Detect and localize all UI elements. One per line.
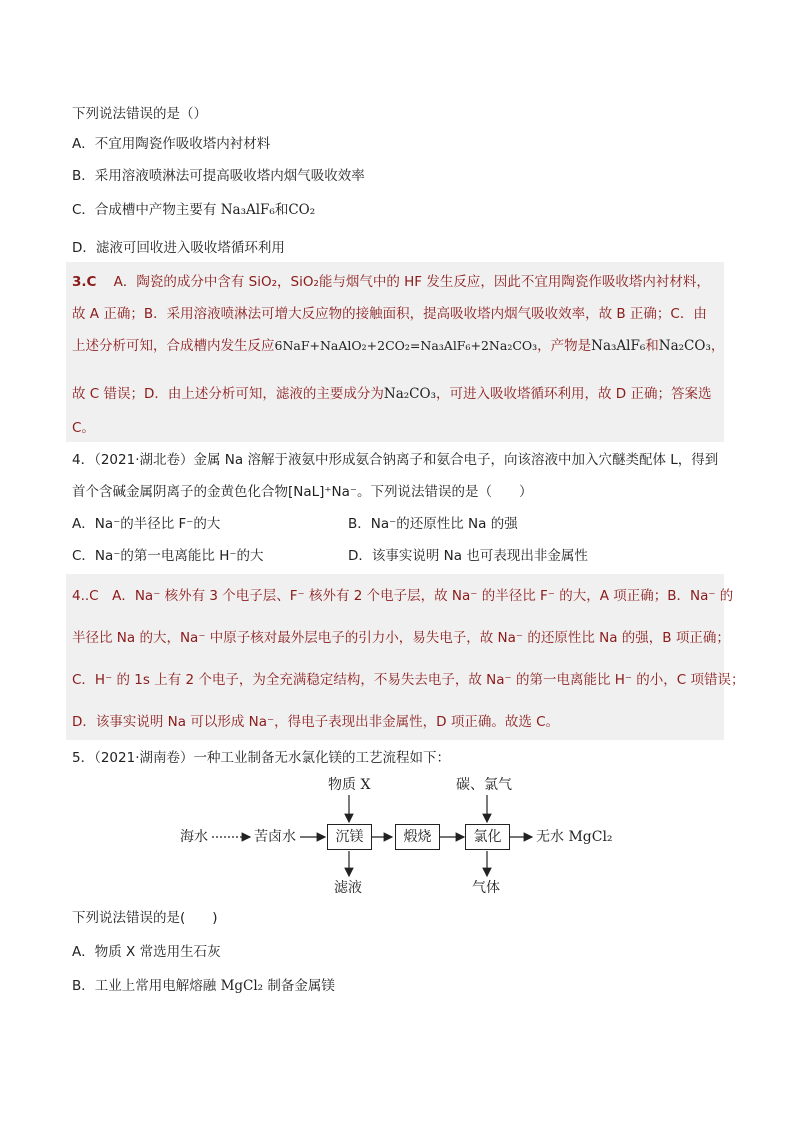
- q5-option-b: [72, 976, 335, 996]
- answer-4-line-1: 4..C A．Na⁻ 核外有 3 个电子层、F⁻ 核外有 2 个电子层，故 Na⁻ 的半径比 F⁻ 的大，A 项正确；B．Na⁻ 的: [72, 588, 734, 604]
- flow-box-chlorination: 氯化: [465, 824, 510, 850]
- q2-option-c-formula-2: CO₂: [288, 202, 316, 218]
- q4-stem-line-2: 首个含碱金属阴离子的金黄色化合物[NaL]⁺Na⁻。下列说法错误的是（ ）: [72, 484, 533, 500]
- flow-box-precipitation: 沉镁: [327, 824, 372, 850]
- answer-3-line-4-post: ，可进入吸收塔循环利用，故 D 正确；答案选: [436, 386, 712, 402]
- flow-product: 无水 MgCl₂: [536, 829, 613, 845]
- answer-3-line-3-end: ，: [710, 338, 725, 354]
- q5-option-a: A．物质 X 常选用生石灰: [72, 944, 221, 960]
- answer-3-line-1-text: A．陶瓷的成分中含有 SiO₂，SiO₂能与烟气中的 HF 发生反应，因此不宜用陶瓷作吸收塔内衬材料，: [113, 274, 710, 290]
- answer-4-block: [66, 574, 745, 740]
- q2-option-c-formula-1: Na₃AlF₆: [220, 202, 275, 218]
- q4-stem-line-1: 4．（2021·湖北卷）金属 Na 溶解于液氨中形成氨合钠离子和氨合电子，向该溶液中加入穴醚类配体 L，得到: [72, 452, 719, 468]
- answer-3-number: 3.C: [72, 274, 97, 290]
- answer-3-formula-1: Na₃AlF₆: [591, 338, 646, 354]
- q5-option-b-text: B．工业上常用电解熔融: [72, 978, 221, 994]
- flow-input-x: 物质 X: [328, 777, 371, 793]
- flow-seawater: 海水: [180, 829, 208, 845]
- q2-option-a: A．不宜用陶瓷作吸收塔内衬材料: [72, 136, 271, 152]
- flow-input-carbon-chlorine: 碳、氯气: [456, 777, 512, 793]
- answer-3-line-3-text: 上述分析可知，合成槽内发生反应: [72, 338, 275, 354]
- answer-4-line-4: D．该事实说明 Na 可以形成 Na⁻，得电子表现出非金属性，D 项正确。故选 C。: [72, 714, 560, 730]
- answer-4-line-3: C．H⁻ 的 1s 上有 2 个电子，为全充满稳定结构，不易失去电子，故 Na⁻ 的第一电离能比 H⁻ 的小，C 项错误；: [72, 672, 745, 688]
- q5-option-b-post: 制备金属镁: [263, 978, 335, 994]
- answer-3-line-3: [72, 336, 724, 356]
- q2-option-c-and: 和: [274, 202, 289, 218]
- answer-3-formula-2: Na₂CO₃: [658, 338, 711, 354]
- q2-option-c: [72, 200, 315, 220]
- q5-stem-2: 下列说法错误的是( ): [72, 910, 218, 926]
- q5-option-b-formula: MgCl₂: [220, 978, 264, 994]
- answer-3-block: [66, 262, 724, 442]
- q2-option-d: D．滤液可回收进入吸收塔循环利用: [72, 240, 285, 256]
- flow-box-calcination: 煅烧: [395, 824, 440, 850]
- answer-3-and: 和: [645, 338, 659, 354]
- answer-3-line-4-text: 故 C 错误；D．由上述分析可知，滤液的主要成分为: [72, 386, 384, 402]
- answer-3-line-1: [72, 272, 710, 292]
- answer-4-line-2: 半径比 Na 的大，Na⁻ 中原子核对最外层电子的引力小，易失电子，故 Na⁻ 的还原性比 Na 的强，B 项正确；: [72, 630, 730, 646]
- q4-option-d: D．该事实说明 Na 也可表现出非金属性: [348, 548, 588, 564]
- answer-3-line-2: 故 A 正确；B．采用溶液喷淋法可增大反应物的接触面积，提高吸收塔内烟气吸收效率，故 B 正确；C．由: [72, 306, 707, 322]
- q2-option-b: B．采用溶液喷淋法可提高吸收塔内烟气吸收效率: [72, 168, 365, 184]
- answer-3-equation: 6NaF+NaAlO₂+2CO₂=Na₃AlF₆+2Na₂CO₃: [274, 338, 538, 353]
- q4-option-c: C．Na⁻的第一电离能比 H⁻的大: [72, 548, 264, 564]
- q2-stem: 下列说法错误的是（）: [72, 106, 207, 122]
- answer-3-line-4-formula: Na₂CO₃: [383, 386, 436, 402]
- q4-option-a: A．Na⁻的半径比 F⁻的大: [72, 516, 221, 532]
- flow-brine: 苦卤水: [254, 829, 296, 845]
- q4-option-b: B．Na⁻的还原性比 Na 的强: [348, 516, 518, 532]
- answer-3-line-5: C。: [72, 420, 95, 436]
- answer-3-line-4: [72, 384, 711, 404]
- q5-stem: 5．（2021·湖南卷）一种工业制备无水氯化镁的工艺流程如下：: [72, 750, 450, 766]
- q2-option-c-text: C．合成槽中产物主要有: [72, 202, 221, 218]
- flow-output-filtrate: 滤液: [334, 880, 362, 896]
- answer-3-line-3-mid: ，产物是: [537, 338, 592, 354]
- flow-output-gas: 气体: [472, 880, 500, 896]
